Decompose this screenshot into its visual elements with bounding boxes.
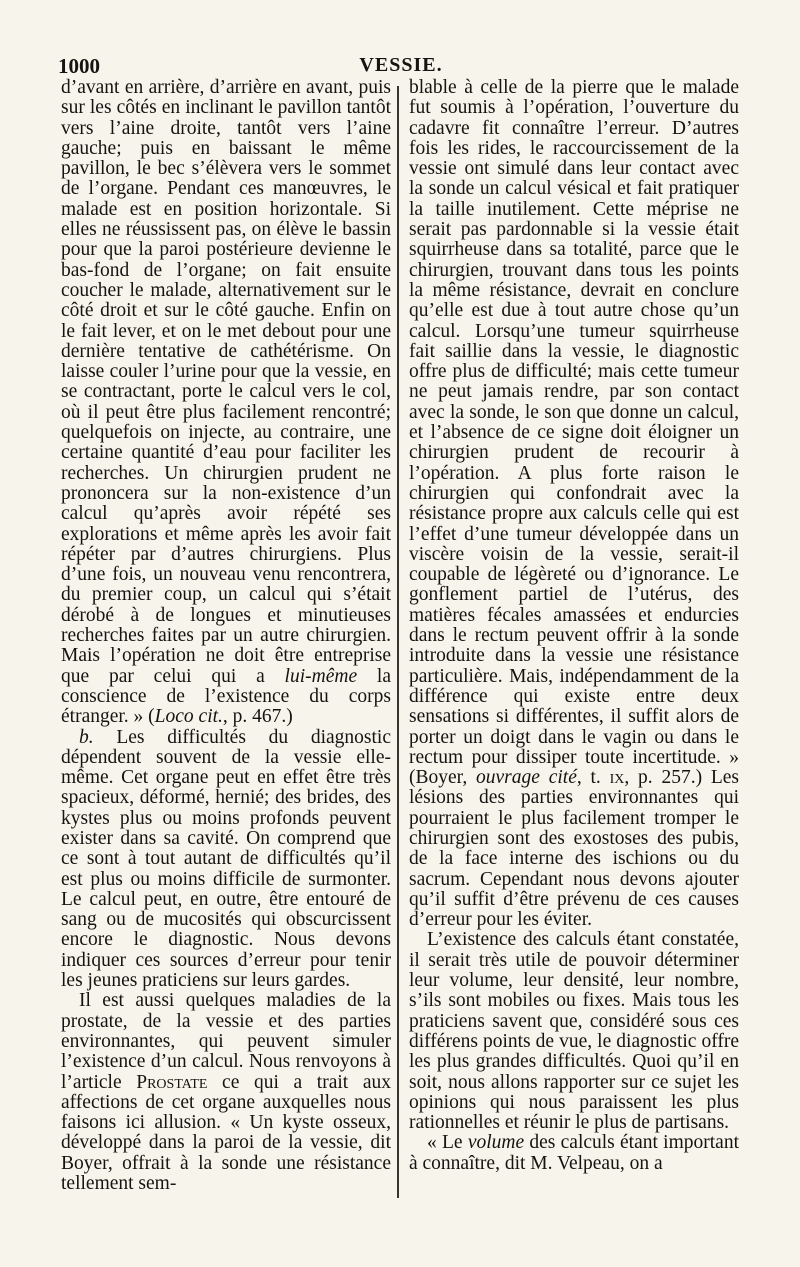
paragraph <box>409 1133 739 1174</box>
text-run: des calculs étant important à connaître, dit M. Velpeau, on a <box>409 1132 739 1174</box>
item-label: b. <box>79 726 94 748</box>
right-column <box>409 78 739 1174</box>
text-run: L’existence des calculs étant constatée, il serait très utile de pouvoir déterminer leur volume, leur densité, leur nombre, s’ils sont mobiles ou fixes. Mais tous les praticiens savent que, considéré sous ces différens points de vue, le diagnostic offre les plus grandes difficultés. Quoi qu’il en soit, nous allons rapporter sur ce sujet les opinions qui nous paraissent les plus rationnelles et réunir le plus de partisans. <box>409 929 739 1134</box>
column-rule <box>397 86 399 1198</box>
text-run: Les difficultés du diagnostic dépendent souvent de la vessie elle-même. Cet organe peut en effet être très spacieux, déformé, hernié; des brides, des kystes plus ou moins profonds peuvent exister dans sa cavité. On comprend que ce sont à tout autant de difficultés qu’il est plus ou moins difficile de surmonter. Le calcul peut, en outre, être entouré de sang ou de mucosités qui obscurcissent encore le diagnostic. Nous devons indiquer ces sources d’erreur pour tenir les jeunes praticiens sur leurs gardes. <box>61 726 391 992</box>
text-run: , p. 257.) Les lésions des parties environnantes qui pourraient le plus facilement tromper le chirurgien sont des exostoses des pubis, de la face interne des ischions ou du sacrum. Cependant nous devons ajouter qu’il suffit d’être prévenu de ces causes d’erreur pour les éviter. <box>409 767 739 931</box>
left-column <box>61 78 391 1194</box>
italic-run: lui-même <box>284 665 358 687</box>
citation-ref: Loco cit. <box>154 706 223 728</box>
text-run: la conscience de l’existence du corps étranger. » ( <box>61 665 391 728</box>
citation-ref: ouvrage cité <box>476 767 577 789</box>
text-run: , t. <box>576 767 610 789</box>
paragraph <box>61 728 391 992</box>
article-ref: Prostate <box>136 1071 208 1093</box>
paragraph <box>409 930 739 1133</box>
paragraph <box>409 78 739 930</box>
running-head: VESSIE. <box>359 54 443 76</box>
text-run: ce qui a trait aux affections de cet organe auxquelles nous faisons ici allusion. « Un kyste osseux, développé dans la paroi de la vessie, dit Boyer, offrait à la sonde une résistance tellement sem- <box>61 1071 391 1195</box>
text-run: d’avant en arrière, d’arrière en avant, puis sur les côtés en inclinant le pavillon tantôt vers l’aine droite, tantôt vers l’aine gauche; puis en baissant le même pavillon, le bec s’élèvera vers le sommet de l’organe. Pendant ces manœuvres, le malade est en position horizontale. Si elles ne réussissent pas, on élève le bassin pour que la paroi postérieure devienne le bas-fond de l’organe; on fait ensuite coucher le malade, alternativement sur le côté droit et sur le côté gauche. Enfin on le fait lever, et on le met debout pour une dernière tentative de cathétérisme. On laisse couler l’urine pour que la vessie, en se contractant, porte le calcul vers le col, où il peut être plus facilement rencontré; quelquefois on injecte, au contraire, une certaine quantité d’eau pour faciliter les recherches. Un chirurgien prudent ne prononcera sur la non-existence d’un calcul qu’après avoir répété ses explorations et même après les avoir fait répéter par d’autres chirurgiens. Plus d’une fois, un nouveau venu rencontrera, du premier coup, un calcul qui s’était dérobé à de longues et minutieuses recherches faites par un autre chirurgien. Mais l’opération ne doit être entreprise que par celui qui a <box>61 77 391 687</box>
page-number: 1000 <box>58 54 100 78</box>
paragraph <box>61 991 391 1194</box>
text-run: blable à celle de la pierre que le malade fut soumis à l’opération, l’ouverture du cadavre fit connaître l’erreur. D’autres fois les rides, le raccourcissement de la vessie ont simulé dans leur contact avec la sonde un calcul vésical et fait pratiquer la taille inutilement. Cette méprise ne serait pas pardonnable si la vessie était squirrheuse dans sa totalité, parce que le chirurgien, trouvant dans tous les points la même résistance, devrait en conclure qu’elle est due à tout autre chose qu’un calcul. Lorsqu’une tumeur squirrheuse fait saillie dans la vessie, le diagnostic offre plus de difficulté; mais cette tumeur ne peut jamais rendre, par son contact avec la sonde, le son que donne un calcul, et l’absence de ce signe doit éloigner un chirurgien prudent de recourir à l’opération. A plus forte raison le chirurgien qui confondrait avec la résistance propre aux calculs celle qui est l’effet d’une tumeur développée dans un viscère voisin de la vessie, serait-il coupable de légèreté ou d’ignorance. Le gonflement partiel de l’utérus, des matières fécales amassées et endurcies dans le rectum peuvent offrir à la sonde introduite dans la vessie une résistance particulière. Mais, indépendamment de la différence qui existe entre deux sensations si différentes, il suffit alors de porter un doigt dans le vagin ou dans le rectum pour dissiper toute incertitude. » (Boyer, <box>409 77 739 789</box>
text-run: , p. 467.) <box>222 706 293 728</box>
text-run: Il est aussi quelques maladies de la prostate, de la vessie et des parties environnantes, qui peuvent simuler l’existence d’un calcul. Nous renvoyons à l’article <box>61 990 391 1093</box>
text-run: « Le <box>427 1132 468 1154</box>
paragraph <box>61 78 391 728</box>
italic-run: volume <box>467 1132 525 1154</box>
volume-number: ix <box>609 767 625 789</box>
